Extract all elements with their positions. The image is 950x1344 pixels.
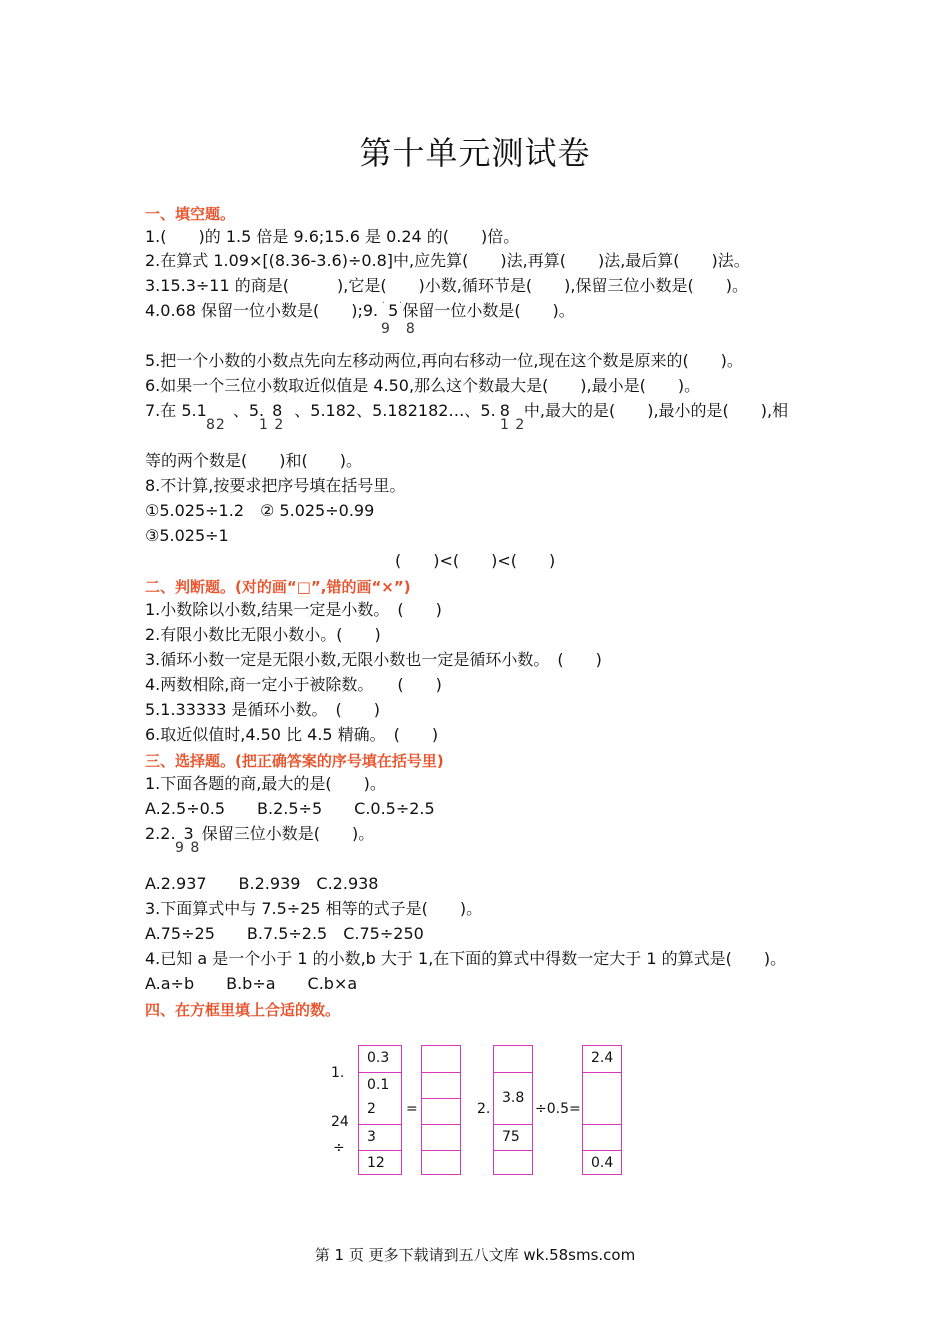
box-answer-cell[interactable]: [422, 1150, 460, 1176]
section-fill-heading: 一、填空题。: [145, 205, 236, 223]
choice-q2-part2: 3: [183, 824, 194, 843]
choice-q2-repeating-digits: 9 8: [175, 840, 201, 856]
fill-q4-part2: 5: [388, 301, 399, 320]
box-cell[interactable]: [583, 1072, 621, 1124]
box-cell: [494, 1072, 532, 1124]
box-answer-cell[interactable]: [422, 1124, 460, 1150]
choice-q4-options: A.a÷b B.b÷a C.b×a: [145, 974, 358, 993]
box-problem-2-label: 2.: [477, 1101, 491, 1117]
box-answer-cell[interactable]: [422, 1046, 460, 1072]
judge-q5: 5.1.33333 是循环小数。 ( ): [145, 700, 381, 719]
fill-q6: 6.如果一个三位小数取近似值是 4.50,那么这个数最大是( ),最小是( )。: [145, 376, 701, 395]
box-cell: [359, 1098, 401, 1124]
page-footer: 第 1 页 更多下载请到五八文库 wk.58sms.com: [314, 1246, 636, 1264]
box-cell-value: 3.8: [502, 1090, 525, 1106]
fill-q4-part1: 4.0.68 保留一位小数是( );9.: [145, 301, 379, 320]
box-cell[interactable]: [494, 1046, 532, 1072]
box-answer-cell[interactable]: [422, 1098, 460, 1124]
box-column-3: [493, 1045, 533, 1175]
section-boxes-heading: 四、在方框里填上合适的数。: [145, 1001, 341, 1019]
section-judge-heading: 二、判断题。(对的画“□”,错的画“×”): [145, 578, 411, 596]
choice-q1-options: A.2.5÷0.5 B.2.5÷5 C.0.5÷2.5: [145, 799, 435, 818]
fill-q4-part3: 保留一位小数是( )。: [402, 301, 575, 320]
choice-q2-part3: 保留三位小数是( )。: [201, 824, 375, 843]
box-cell[interactable]: [494, 1150, 532, 1176]
box-cell: [359, 1124, 401, 1150]
box-cell[interactable]: [583, 1124, 621, 1150]
judge-q6: 6.取近似值时,4.50 比 4.5 精确。 ( ): [145, 725, 439, 744]
fill-q8-answer: ( )<( )<( ): [395, 551, 556, 570]
choice-q1: 1.下面各题的商,最大的是( )。: [145, 774, 386, 793]
repeat-dot: ·: [399, 298, 403, 309]
box-column-2: [421, 1045, 461, 1175]
fill-q2: 2.在算式 1.09×[(8.36-3.6)÷0.8]中,应先算( )法,再算( )法,最后算( )法。: [145, 251, 750, 270]
fill-q8: 8.不计算,按要求把序号填在括号里。: [145, 476, 406, 495]
box-cell-value: 0.1: [367, 1077, 390, 1093]
box-cell-value: 0.4: [591, 1155, 614, 1171]
fill-q8-options-1-2: ①5.025÷1.2 ② 5.025÷0.99: [145, 501, 375, 520]
fill-q4-repeating-digits: 9 8: [381, 321, 416, 337]
box-problem-1-operator: ÷: [333, 1140, 345, 1156]
box-cell-value: 3: [367, 1129, 376, 1145]
fill-q3: 3.15.3÷11 的商是( ),它是( )小数,循环节是( ),保留三位小数是( )。: [145, 276, 748, 295]
box-cell-value: 0.3: [367, 1050, 390, 1066]
choice-q3-options: A.75÷25 B.7.5÷2.5 C.75÷250: [145, 924, 424, 943]
choice-q2-options: A.2.937 B.2.939 C.2.938: [145, 874, 379, 893]
box-cell-value: 2.4: [591, 1050, 614, 1066]
fill-q1: 1.( )的 1.5 倍是 9.6;15.6 是 0.24 的( )倍。: [145, 227, 520, 246]
fill-q7-part4: 、5.182、5.182182…、5.: [294, 401, 496, 420]
box-equals-sign: =: [406, 1101, 418, 1117]
fill-q7-sub1: 82: [206, 417, 226, 433]
box-answer-cell[interactable]: [422, 1072, 460, 1098]
box-operator-divide-half: ÷0.5=: [535, 1101, 581, 1117]
fill-q5: 5.把一个小数的小数点先向左移动两位,再向右移动一位,现在这个数是原来的( )。: [145, 351, 743, 370]
choice-q2-part1: 2.2.: [145, 824, 176, 843]
box-cell-value: 2: [367, 1101, 376, 1117]
box-cell: [583, 1150, 621, 1176]
choice-q3: 3.下面算式中与 7.5÷25 相等的式子是( )。: [145, 899, 483, 918]
fill-q7-sub2: 1 2: [259, 417, 285, 433]
repeat-dot: ·: [382, 298, 386, 309]
judge-q2: 2.有限小数比无限小数小。( ): [145, 625, 381, 644]
fill-q7: [145, 401, 788, 421]
choice-q4: 4.已知 a 是一个小于 1 的小数,b 大于 1,在下面的算式中得数一定大于 1 的算式是( )。: [145, 949, 787, 968]
box-cell: [359, 1150, 401, 1176]
section-choice-heading: 三、选择题。(把正确答案的序号填在括号里): [145, 752, 444, 770]
box-problem-1-dividend: 24: [331, 1114, 349, 1130]
box-cell: [494, 1124, 532, 1150]
box-cell: [359, 1072, 401, 1098]
box-cell-value: 75: [502, 1129, 520, 1145]
box-cell-value: 12: [367, 1155, 385, 1171]
page-title: 第十单元测试卷: [359, 134, 591, 172]
judge-q1: 1.小数除以小数,结果一定是小数。 ( ): [145, 600, 442, 619]
box-problem-1-label: 1.: [331, 1065, 345, 1081]
fill-q7-part3: 8: [272, 401, 283, 420]
fill-q7-part6: 中,最大的是( ),最小的是( ),相: [523, 401, 789, 420]
fill-q7-part2: 、5.: [232, 401, 265, 420]
fill-q8-option-3: ③5.025÷1: [145, 526, 229, 545]
box-cell: [359, 1046, 401, 1072]
fill-q7-part1: 7.在 5.1: [145, 401, 207, 420]
fill-q7-sub3: 1 2: [500, 417, 526, 433]
box-column-1: [358, 1045, 402, 1175]
fill-q7-continued: 等的两个数是( )和( )。: [145, 451, 362, 470]
judge-q4: 4.两数相除,商一定小于被除数。 ( ): [145, 675, 442, 694]
box-cell: [583, 1046, 621, 1072]
box-column-4: [582, 1045, 622, 1175]
fill-q7-part5: 8: [499, 401, 510, 420]
fill-q4: [145, 301, 575, 321]
judge-q3: 3.循环小数一定是无限小数,无限小数也一定是循环小数。 ( ): [145, 650, 602, 669]
